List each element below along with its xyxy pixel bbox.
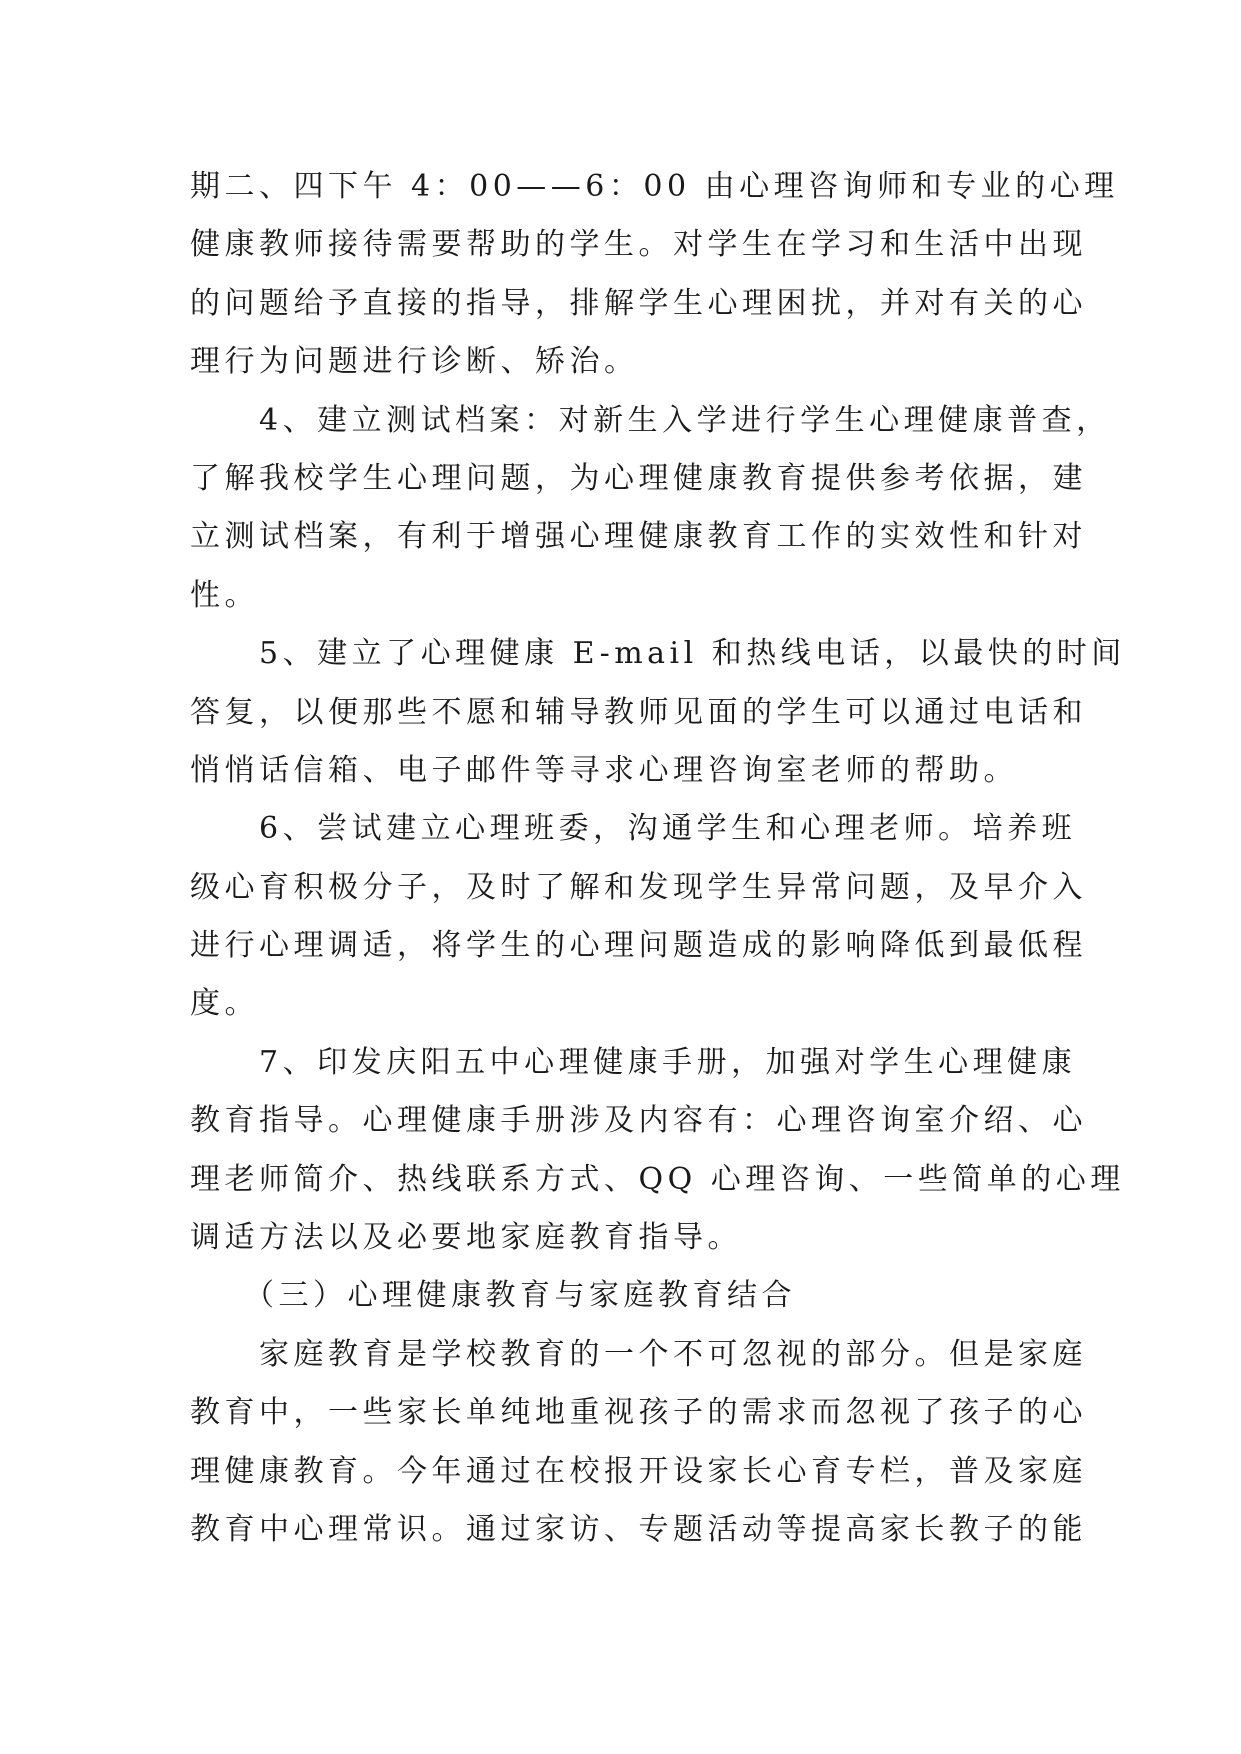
text-line: 调适方法以及必要地家庭教育指导。 [190, 1220, 742, 1256]
text-line: 进行心理调适，将学生的心理问题造成的影响降低到最低程 [190, 928, 1087, 964]
body-text [190, 158, 1126, 1559]
text-line: 悄悄话信箱、电子邮件等寻求心理咨询室老师的帮助。 [190, 752, 1018, 788]
text-line: 教育中心理常识。通过家访、专题活动等提高家长教子的能 [190, 1511, 1087, 1547]
text-line: 理行为问题进行诊断、矫治。 [190, 344, 639, 380]
text-line: 理健康教育。今年通过在校报开设家长心育专栏，普及家庭 [190, 1453, 1087, 1489]
item-4-heading-line: 4、建立测试档案：对新生入学进行学生心理健康普查， [190, 402, 1111, 438]
text-line: 性。 [190, 577, 259, 613]
text-line: 理老师简介、热线联系方式、QQ 心理咨询、一些简单的心理 [190, 1161, 1125, 1197]
text-line: 教育指导。心理健康手册涉及内容有：心理咨询室介绍、心 [190, 1103, 1087, 1139]
text-line: 教育中，一些家长单纯地重视孩子的需求而忽视了孩子的心 [190, 1395, 1087, 1431]
item-7-heading-line: 7、印发庆阳五中心理健康手册，加强对学生心理健康 [190, 1044, 1077, 1080]
text-line: 期二、四下午 4：00——6：00 由心理咨询师和专业的心理 [190, 169, 1119, 204]
item-5-heading-line: 5、建立了心理健康 E-mail 和热线电话，以最快的时间 [190, 636, 1126, 672]
text-line: 度。 [190, 986, 259, 1022]
text-line: 立测试档案，有利于增强心理健康教育工作的实效性和针对 [190, 519, 1087, 555]
text-line: 了解我校学生心理问题，为心理健康教育提供参考依据，建 [190, 460, 1087, 496]
text-line: 家庭教育是学校教育的一个不可忽视的部分。但是家庭 [190, 1336, 1087, 1372]
section-heading: （三）心理健康教育与家庭教育结合 [190, 1278, 796, 1314]
item-6-heading-line: 6、尝试建立心理班委，沟通学生和心理老师。培养班 [190, 811, 1077, 847]
text-line: 级心育积极分子，及时了解和发现学生异常问题，及早介入 [190, 869, 1087, 905]
text-line: 答复，以便那些不愿和辅导教师见面的学生可以通过电话和 [190, 694, 1087, 730]
text-line: 健康教师接待需要帮助的学生。对学生在学习和生活中出现 [190, 227, 1087, 263]
text-line: 的问题给予直接的指导，排解学生心理困扰，并对有关的心 [190, 285, 1087, 321]
